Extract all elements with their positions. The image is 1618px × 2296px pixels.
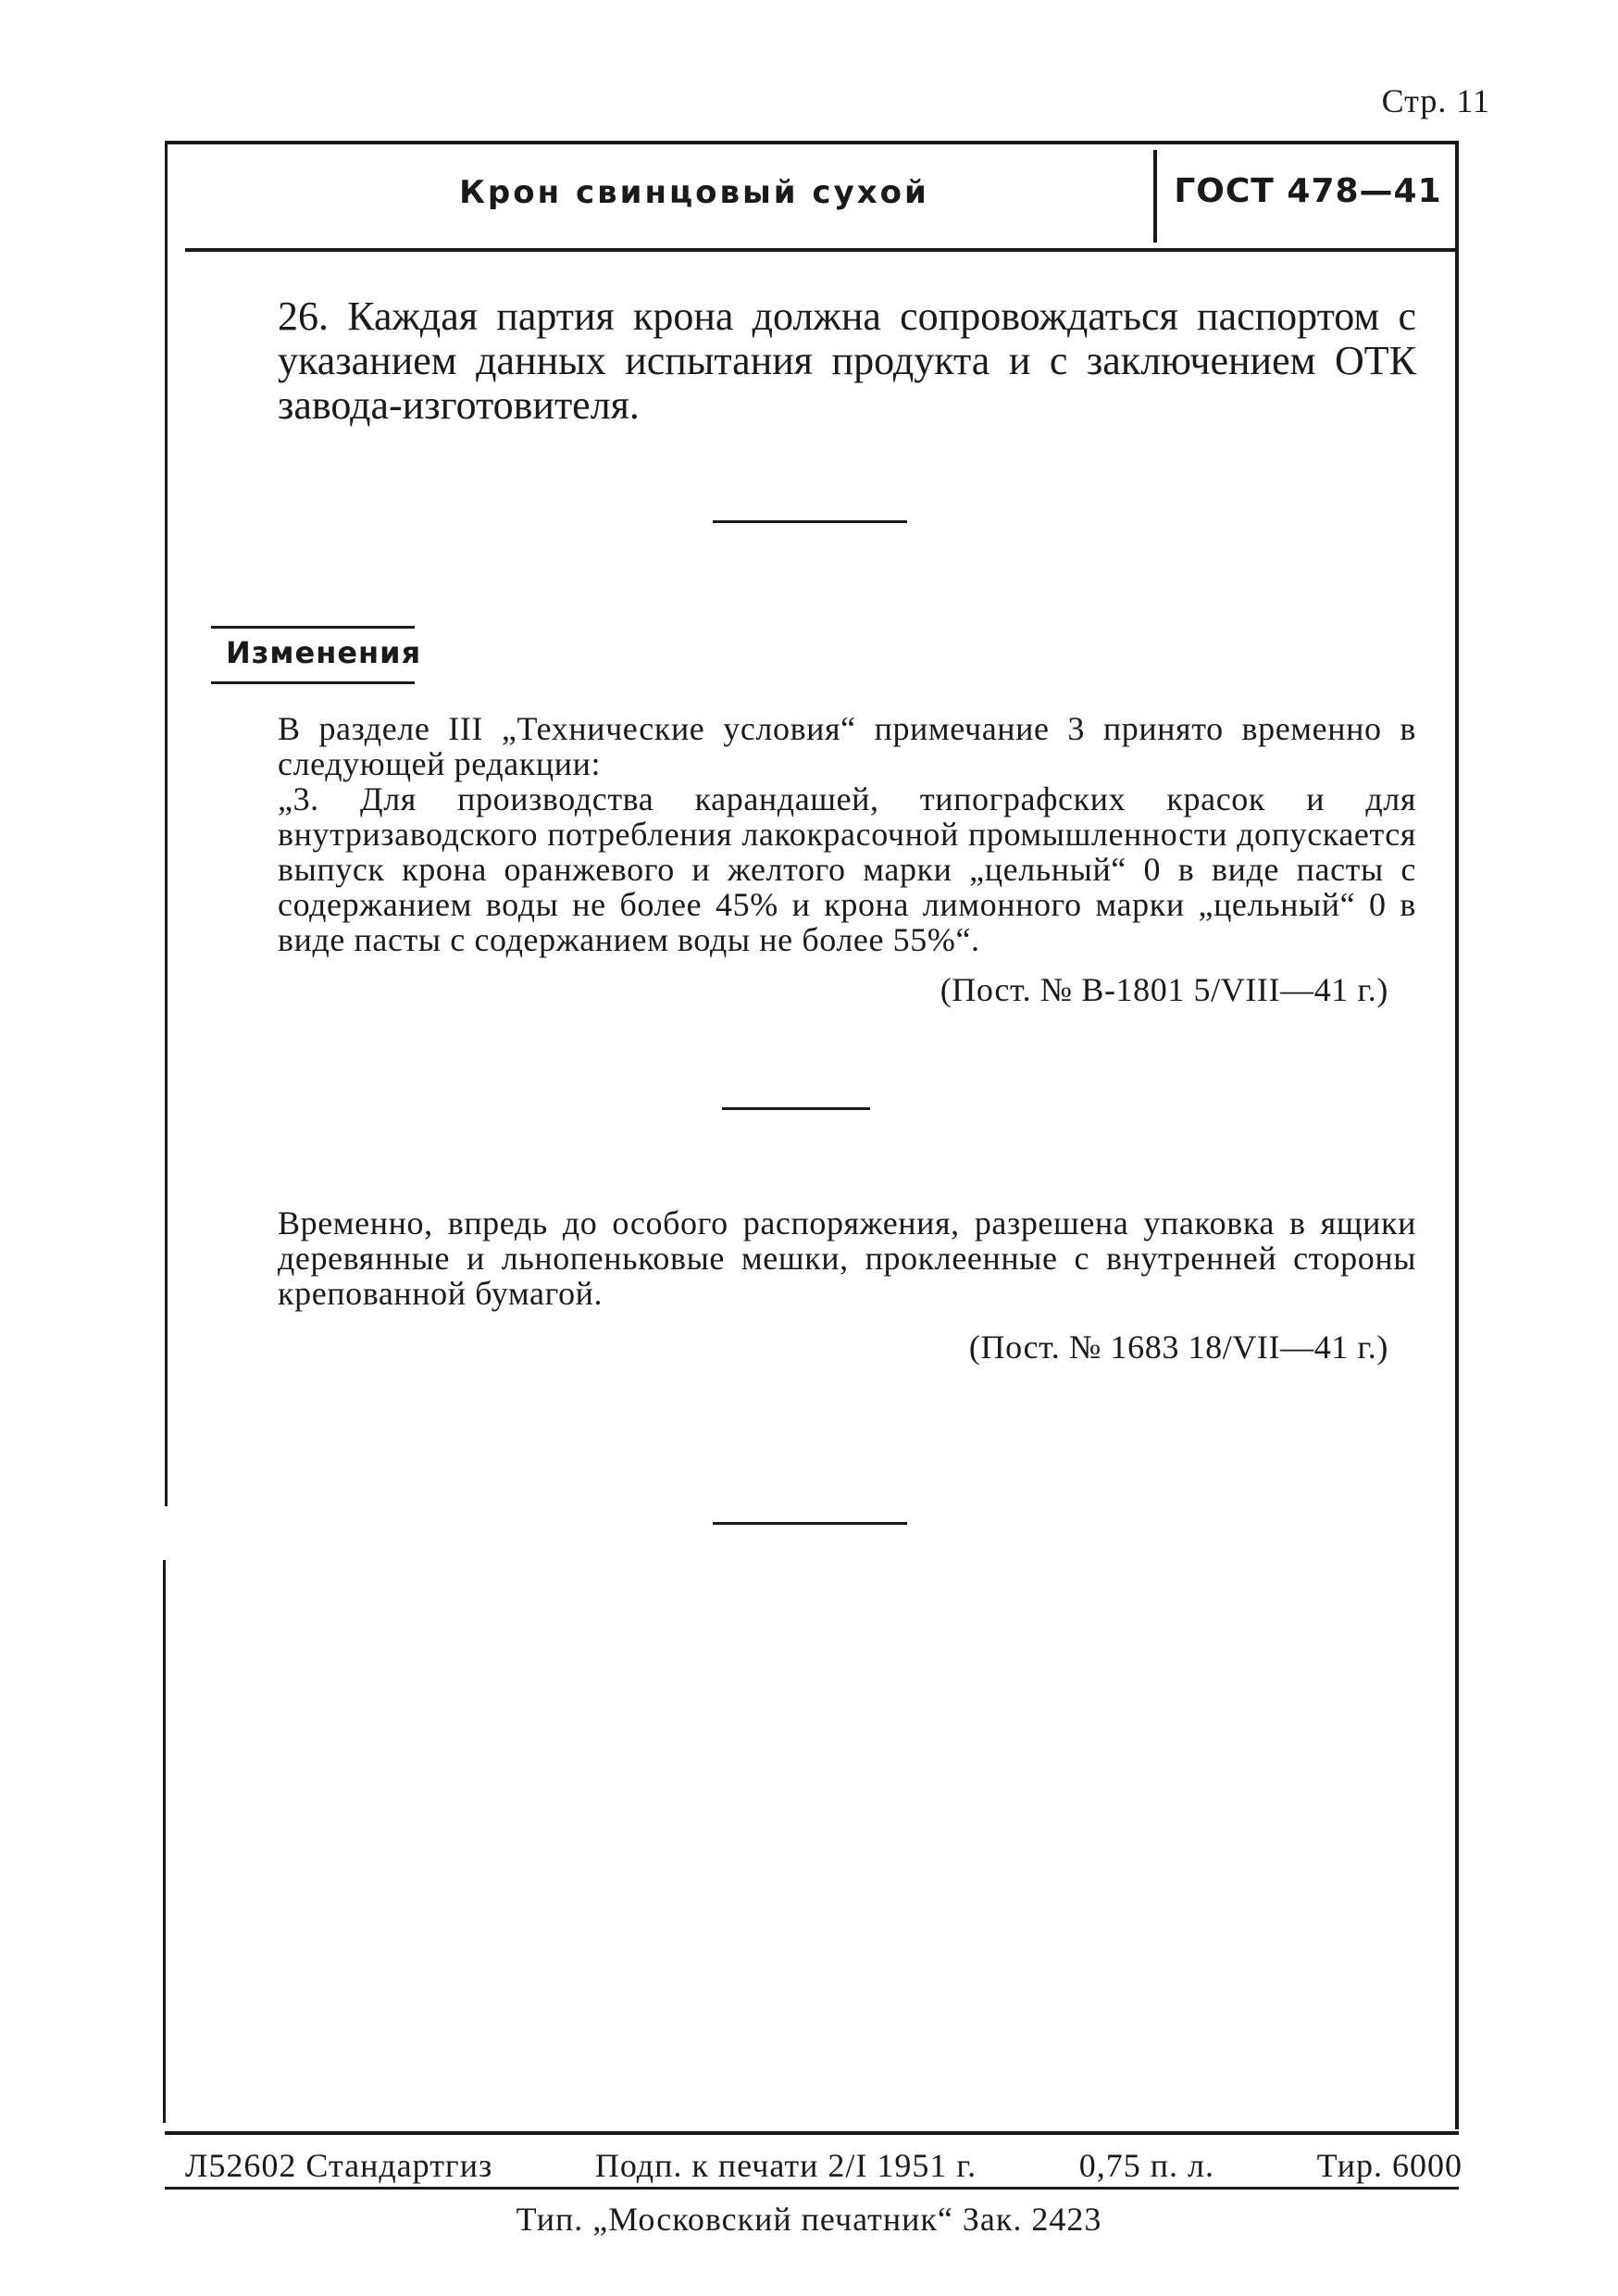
- temporary-citation: (Пост. № 1683 18/VII—41 г.): [968, 1329, 1388, 1366]
- changes-item-3: „3. Для производства карандашей, типографских красок и для внутризаводского потребления лакокрасочной промышленности допускается выпуск крона оранжевого и желтого марки „цельный“ 0 в виде пасты с содержанием воды не более 45% и крона лимонного марки „цельный“ 0 в виде пасты с содержанием воды не более 55%“.: [278, 780, 1416, 958]
- standard-code: ГОСТ 478—41: [1174, 172, 1442, 210]
- imprint-signed-date: Подп. к печати 2/I 1951 г.: [594, 2147, 977, 2184]
- footer-bottom-rule: [165, 2187, 1459, 2190]
- frame-right-border: [1455, 141, 1459, 2129]
- footer-top-rule: [165, 2131, 1459, 2135]
- printer-line: Тип. „Московский печатник“ Зак. 2423: [516, 2201, 1102, 2238]
- frame-top-border: [165, 141, 1455, 144]
- imprint-line: [185, 2146, 1462, 2185]
- temporary-packaging-note: Временно, впредь до особого распоряжения, разрешена упаковка в ящики деревянные и льнопеньковые мешки, проклеенные с внутренней стороны крепованной бумагой.: [278, 1204, 1416, 1312]
- changes-heading-top-rule: [211, 626, 415, 629]
- changes-intro: В разделе III „Технические условия“ примечание 3 принято временно в следующей редакции:: [278, 710, 1416, 782]
- frame-left-border: [165, 141, 168, 1506]
- separator-rule: [722, 1107, 870, 1110]
- changes-heading: Изменения: [226, 635, 422, 670]
- changes-citation: (Пост. № В-1801 5/VIII—41 г.): [940, 971, 1388, 1008]
- separator-rule: [713, 1522, 907, 1525]
- changes-heading-bottom-rule: [211, 681, 415, 684]
- imprint-print-run: Тир. 6000: [1316, 2147, 1462, 2184]
- paragraph-26: 26. Каждая партия крона должна сопровождаться паспортом с указанием данных испытания продукта и с заключением ОТК завода-изготовителя.: [278, 293, 1416, 428]
- page-number: Стр. 11: [1381, 82, 1490, 119]
- document-title: Крон свинцовый сухой: [459, 174, 929, 211]
- imprint-publisher: Л52602 Стандартгиз: [185, 2147, 493, 2184]
- separator-rule: [713, 520, 907, 523]
- header-bottom-rule: [185, 248, 1455, 252]
- header-divider: [1153, 150, 1157, 243]
- imprint-sheets: 0,75 п. л.: [1078, 2147, 1214, 2184]
- frame-left-border-lower: [163, 1560, 166, 2123]
